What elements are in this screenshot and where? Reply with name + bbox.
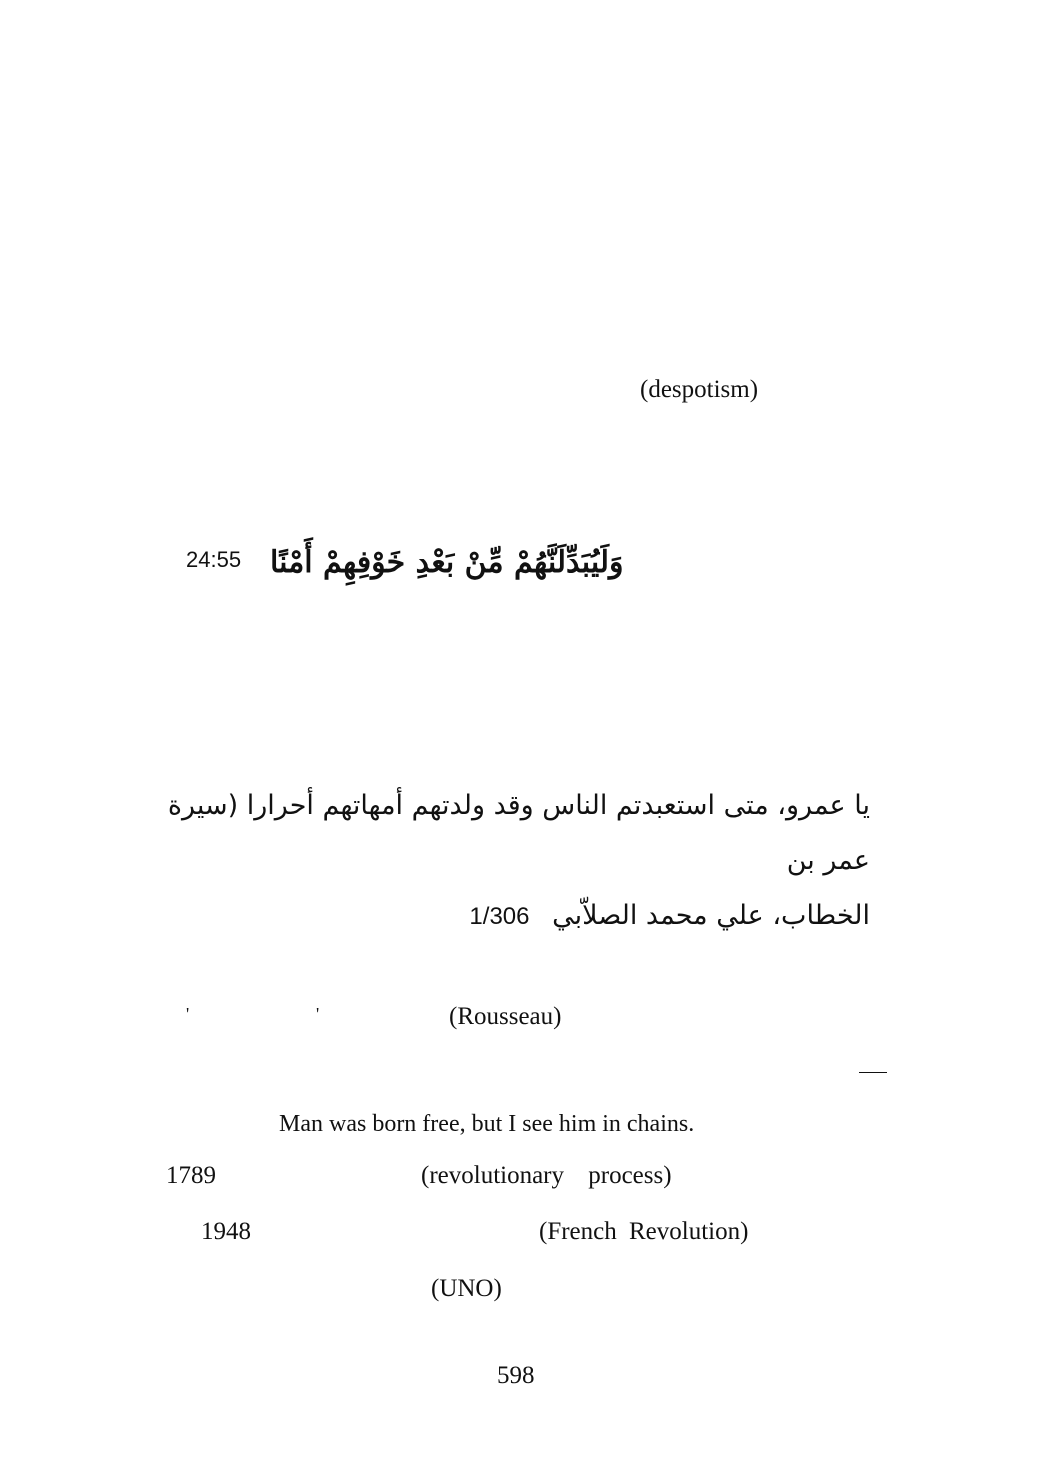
arabic-quote-line-1: يا عمرو، متى استعبدتم الناس وقد ولدتهم أمهاتهم أحرارا (سيرة عمر بن [167, 790, 870, 876]
term-revolutionary-process: (revolutionary process) [421, 1162, 672, 1189]
rousseau-quote: Man was born free, but I see him in chains. [279, 1111, 695, 1137]
dash-rule [859, 1072, 887, 1073]
arabic-quote-reference: 1/306 [469, 903, 530, 930]
quran-verse-reference: 24:55 [186, 547, 242, 572]
apostrophe-mark: ' [186, 1004, 190, 1024]
arabic-quote-source: الخطاب، علي محمد الصلاّبي [552, 900, 870, 931]
year-1948: 1948 [201, 1218, 251, 1245]
arabic-quote-line-2 [125, 888, 870, 944]
year-1789: 1789 [166, 1162, 216, 1189]
term-rousseau: (Rousseau) [449, 1003, 562, 1030]
term-uno: (UNO) [431, 1275, 502, 1302]
apostrophe-mark: ' [316, 1004, 320, 1024]
arabic-quote [125, 778, 870, 944]
quran-verse: وَلَيُبَدِّلَنَّهُمْ مِّنْ بَعْدِ خَوْفِهِمْ أَمْنًا [270, 545, 624, 580]
term-french-revolution: (French Revolution) [539, 1218, 749, 1245]
term-despotism: (despotism) [640, 376, 759, 403]
page-number: 598 [497, 1362, 535, 1389]
